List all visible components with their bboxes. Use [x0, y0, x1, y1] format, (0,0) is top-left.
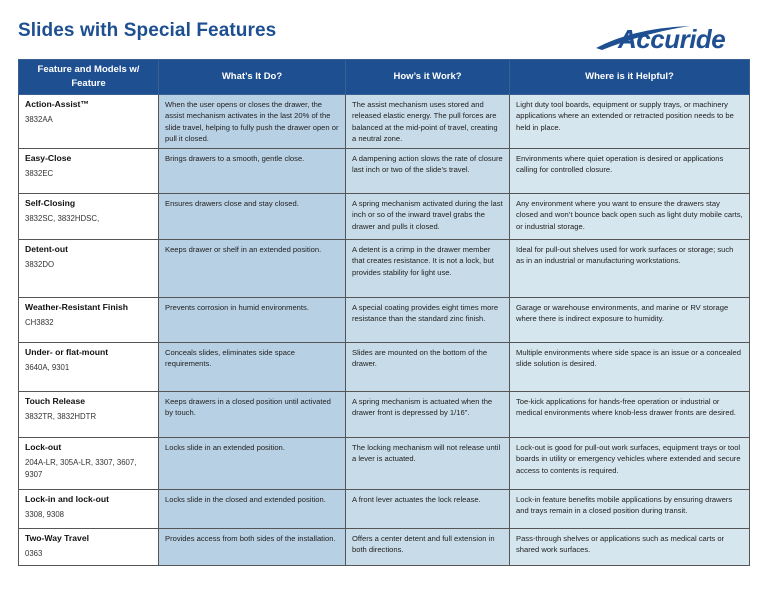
where-cell: Toe-kick applications for hands-free operation or industrial or medical environments where knob-less drawer fronts are desired.: [510, 392, 750, 438]
table-row: [19, 529, 750, 566]
feature-name: Two-Way Travel: [25, 533, 89, 544]
how-cell: The locking mechanism will not release until a lever is actuated.: [346, 438, 510, 490]
what-cell: Provides access from both sides of the installation.: [159, 529, 346, 566]
feature-models: 3832EC: [25, 169, 54, 179]
what-cell: Brings drawers to a smooth, gentle close.: [159, 149, 346, 194]
what-cell: Conceals slides, eliminates side space requirements.: [159, 343, 346, 392]
feature-cell: [19, 298, 159, 343]
feature-cell: [19, 194, 159, 240]
table-row: [19, 194, 750, 240]
feature-models: 3832DO: [25, 260, 55, 270]
feature-cell: [19, 490, 159, 529]
feature-name: Action-Assist™: [25, 99, 89, 109]
table-row: [19, 149, 750, 194]
what-cell: Locks slide in the closed and extended position.: [159, 490, 346, 529]
table-row: [19, 438, 750, 490]
where-cell: Pass-through shelves or applications such as medical carts or shared work surfaces.: [510, 529, 750, 566]
feature-cell: [19, 392, 159, 438]
feature-name: Easy-Close: [25, 153, 72, 164]
where-cell: Lock-out is good for pull-out work surfaces, equipment trays or tool boards in utility or emergency vehicles where extended and secure access to contents is required.: [510, 438, 750, 490]
how-cell: A dampening action slows the rate of closure last inch or two of the slide’s travel.: [346, 149, 510, 194]
where-cell: Light duty tool boards, equipment or supply trays, or machinery applications where an extended or retracted position needs to be held in place.: [510, 95, 750, 149]
feature-name: Weather-Resistant Finish: [25, 302, 128, 313]
features-table: [18, 59, 750, 566]
feature-models: 3832TR, 3832HDTR: [25, 412, 97, 422]
feature-cell: [19, 343, 159, 392]
where-cell: Environments where quiet operation is desired or applications calling for controlled closure.: [510, 149, 750, 194]
feature-cell: [19, 240, 159, 298]
how-cell: A spring mechanism is actuated when the drawer front is depressed by 1/16".: [346, 392, 510, 438]
feature-name: Touch Release: [25, 396, 86, 407]
feature-models: 3308, 9308: [25, 510, 65, 520]
how-cell: A detent is a crimp in the drawer member that creates resistance. It is not a lock, but provides stability for light use.: [346, 240, 510, 298]
feature-cell: [19, 529, 159, 566]
table-row: [19, 240, 750, 298]
where-cell: Lock-in feature benefits mobile applications by ensuring drawers and trays remain in a closed position during transit.: [510, 490, 750, 529]
feature-name: Lock-in and lock-out: [25, 494, 110, 505]
table-header-row: [19, 60, 750, 95]
what-cell: When the user opens or closes the drawer, the assist mechanism activates in the last 20% of the slide travel, helping to fully push the drawer open or pull it closed.: [159, 95, 346, 149]
logo-wordmark: Accuride: [618, 24, 726, 54]
feature-models: 3832SC, 3832HDSC,: [25, 214, 100, 224]
feature-name: Under- or flat-mount: [25, 347, 109, 358]
header-what: What’s It Do?: [159, 60, 346, 95]
what-cell: Keeps drawers in a closed position until activated by touch.: [159, 392, 346, 438]
header-how: How’s it Work?: [346, 60, 510, 95]
feature-cell: [19, 438, 159, 490]
feature-models: CH3832: [25, 318, 54, 328]
feature-name: Detent-out: [25, 244, 68, 255]
feature-models: 3832AA: [25, 115, 53, 125]
table-row: [19, 490, 750, 529]
where-cell: Ideal for pull-out shelves used for work surfaces or storage; such as in an industrial or manufacturing workstations.: [510, 240, 750, 298]
feature-cell: [19, 95, 159, 149]
feature-models: 0363: [25, 549, 43, 559]
header-where: Where is it Helpful?: [510, 60, 750, 95]
how-cell: Offers a center detent and full extension in both directions.: [346, 529, 510, 566]
where-cell: Any environment where you want to ensure the drawers stay closed and won’t bounce back open such as light duty mobile carts, or industrial storage.: [510, 194, 750, 240]
table-row: [19, 95, 750, 149]
header-feature: Feature and Models w/ Feature: [19, 60, 159, 95]
how-cell: A special coating provides eight times more resistance than the standard zinc finish.: [346, 298, 510, 343]
accuride-logo: [594, 22, 752, 54]
table-row: [19, 392, 750, 438]
feature-name: Lock-out: [25, 442, 62, 453]
page-title: Slides with Special Features: [18, 20, 277, 41]
how-cell: A front lever actuates the lock release.: [346, 490, 510, 529]
where-cell: Garage or warehouse environments, and marine or RV storage where there is indirect exposure to humidity.: [510, 298, 750, 343]
feature-name: Self-Closing: [25, 198, 76, 209]
feature-models: 3640A, 9301: [25, 363, 70, 373]
where-cell: Multiple environments where side space is an issue or a concealed slide solution is desired.: [510, 343, 750, 392]
feature-cell: [19, 149, 159, 194]
table-row: [19, 298, 750, 343]
how-cell: Slides are mounted on the bottom of the drawer.: [346, 343, 510, 392]
how-cell: A spring mechanism activated during the last inch or so of the inward travel grabs the drawer and pulls it closed.: [346, 194, 510, 240]
what-cell: Prevents corrosion in humid environments.: [159, 298, 346, 343]
feature-models: 204A-LR, 305A-LR, 3307, 3607, 9307: [25, 458, 137, 479]
table-row: [19, 343, 750, 392]
what-cell: Locks slide in an extended position.: [159, 438, 346, 490]
how-cell: The assist mechanism uses stored and released elastic energy. The pull forces are balanced at the mid-point of travel, creating a neutral zone.: [346, 95, 510, 149]
what-cell: Ensures drawers close and stay closed.: [159, 194, 346, 240]
what-cell: Keeps drawer or shelf in an extended position.: [159, 240, 346, 298]
